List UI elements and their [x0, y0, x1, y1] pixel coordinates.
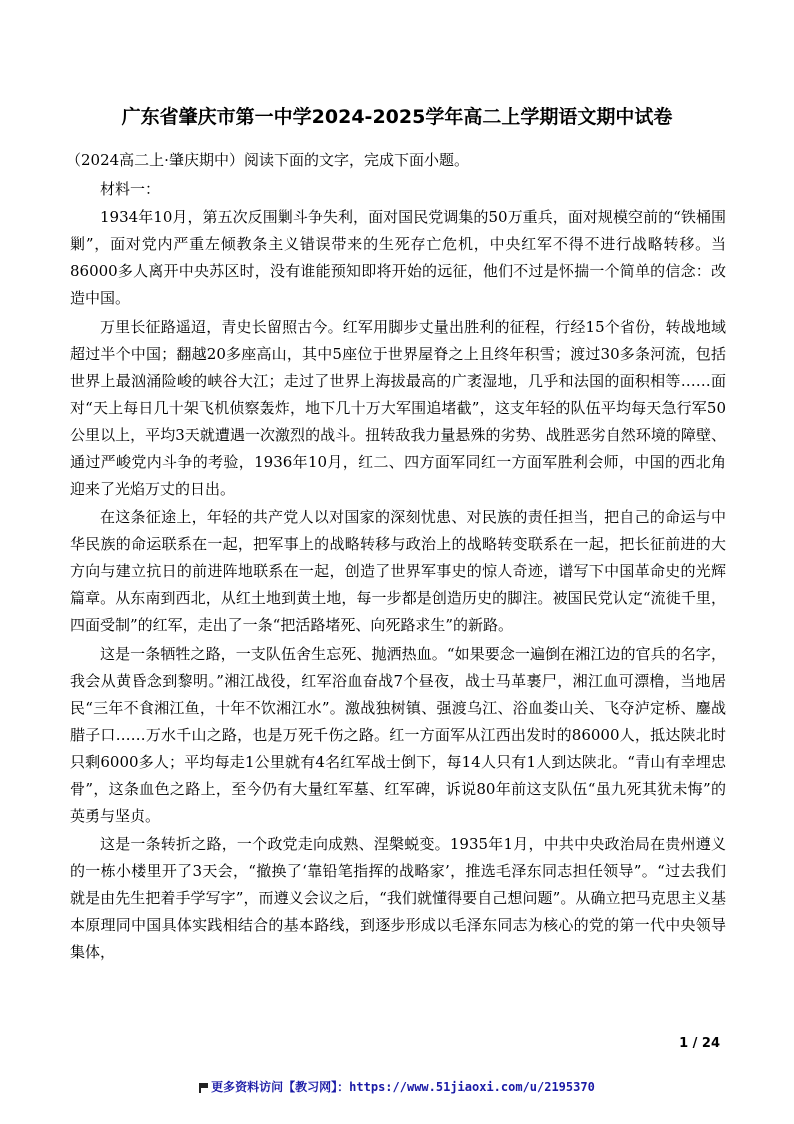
document-title: 广东省肇庆市第一中学2024-2025学年高二上学期语文期中试卷 — [121, 106, 673, 128]
paragraph: 这是一条牺牲之路，一支队伍舍生忘死、抛洒热血。“如果要念一遍倒在湘江边的官兵的名字，我会从黄昏念到黎明。”湘江战役，红军浴血奋战7个昼夜，战士马革裹尸，湘江血可漂橹，当地居民“三年不食湘江鱼，十年不饮湘江水”。激战独树镇、强渡乌江、浴血娄山关、飞夺泸定桥、鏖战腊子口……万水千山之路，也是万死千伤之路。红一方面军从江西出发时的86000人，抵达陕北时只剩6000多人；平均每走1公里就有4名红军战士倒下，每14人只有1人到达陕北。“青山有幸埋忠骨”，这条血色之路上，至今仍有大量红军墓、红军碑，诉说80年前这支队伍“虽九死其犹未悔”的英勇与坚贞。 — [70, 644, 726, 825]
paragraph: 1934年10月，第五次反围剿斗争失利，面对国民党调集的50万重兵，面对规模空前的“铁桶围剿”，面对党内严重左倾教条主义错误带来的生死存亡危机，中央红军不得不进行战略转移。当86000多人离开中央苏区时，没有谁能预知即将开始的远征，他们不过是怀揣一个简单的信念：改造中国。 — [70, 208, 726, 307]
footer-link[interactable] — [0, 1078, 794, 1095]
intro-line: （2024高二上·肇庆期中）阅读下面的文字，完成下面小题。 — [66, 151, 469, 169]
document-body — [66, 147, 726, 968]
paragraph: 万里长征路遥迢，青史长留照古今。红军用脚步丈量出胜利的征程，行经15个省份，转战地域超过半个中国；翻越20多座高山，其中5座位于世界屋脊之上且终年积雪；渡过30多条河流，包括世界上最汹涌险峻的峡谷大江；走过了世界上海拔最高的广袤湿地，几乎和法国的面积相等……面对“天上每日几十架飞机侦察轰炸，地下几十万大军围追堵截”，这支年轻的队伍平均每天急行军50公里以上，平均3天就遭遇一次激烈的战斗。扭转敌我力量悬殊的劣势、战胜恶劣自然环境的障壁、通过严峻党内斗争的考验，1936年10月，红二、四方面军同红一方面军胜利会师，中国的西北角迎来了光焰万丈的日出。 — [70, 317, 726, 498]
footer-text[interactable]: 更多资料访问【教习网】：https://www.51jiaoxi.com/u/2195370 — [211, 1080, 595, 1094]
material-label: 材料一： — [100, 179, 161, 198]
paragraph: 在这条征途上，年轻的共产党人以对国家的深刻忧患、对民族的责任担当，把自己的命运与中华民族的命运联系在一起，把军事上的战略转移与政治上的战略转变联系在一起，把长征前进的大方向与建立抗日的前进阵地联系在一起，创造了世界军事史的惊人奇迹，谱写下中国革命史的光辉篇章。从东南到西北，从红土地到黄土地，每一步都是创造历史的脚注。被国民党认定“流徙千里，四面受制”的红军，走出了一条“把活路堵死、向死路求生”的新路。 — [70, 508, 726, 634]
paragraph: 这是一条转折之路，一个政党走向成熟、涅槃蜕变。1935年1月，中共中央政治局在贵州遵义的一栋小楼里开了3天会，“撤换了‘靠铅笔指挥的战略家’，推选毛泽东同志担任领导”。“过去我们就是由先生把着手学写字”，而遵义会议之后，“我们就懂得要自己想问题”。从确立把马克思主义基本原理同中国具体实践相结合的基本路线，到逐步形成以毛泽东同志为核心的党的第一代中央领导集体， — [70, 835, 726, 961]
flag-icon — [199, 1083, 208, 1092]
page-number: 1 / 24 — [679, 1036, 720, 1051]
